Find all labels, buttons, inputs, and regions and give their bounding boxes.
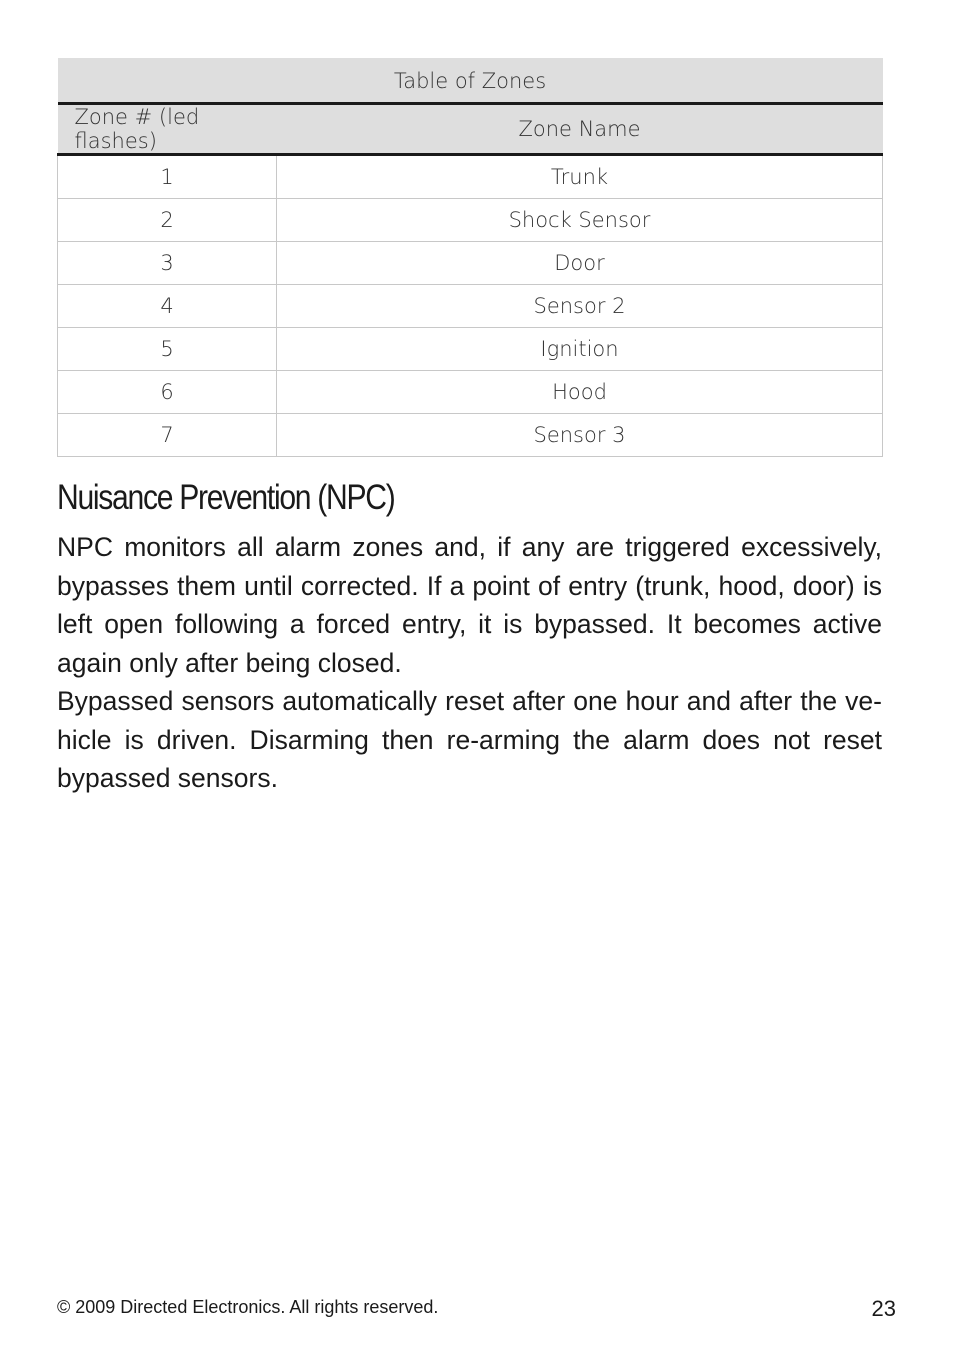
zone-name-cell: Door xyxy=(277,242,883,285)
footer-copyright: © 2009 Directed Electronics. All rights reserved. xyxy=(57,1297,439,1317)
table-row xyxy=(58,328,883,371)
column-header-zone-name: Zone Name xyxy=(277,104,883,155)
zone-number-cell: 6 xyxy=(58,371,277,414)
section-title: Nuisance Prevention (NPC) xyxy=(57,478,395,517)
table-caption: Table of Zones xyxy=(58,58,883,104)
table-row xyxy=(58,199,883,242)
zone-number-cell: 5 xyxy=(58,328,277,371)
table-row xyxy=(58,242,883,285)
zone-number-cell: 7 xyxy=(58,414,277,457)
zone-number-cell: 2 xyxy=(58,199,277,242)
table-row xyxy=(58,285,883,328)
page-number: 23 xyxy=(871,1296,896,1321)
zone-name-cell: Trunk xyxy=(277,155,883,199)
zone-name-cell: Shock Sensor xyxy=(277,199,883,242)
zone-number-cell: 3 xyxy=(58,242,277,285)
zone-name-cell: Sensor 2 xyxy=(277,285,883,328)
zones-table xyxy=(57,58,883,457)
zone-name-cell: Ignition xyxy=(277,328,883,371)
table-row xyxy=(58,414,883,457)
zone-name-cell: Sensor 3 xyxy=(277,414,883,457)
body-paragraph-1: NPC monitors all alarm zones and, if any are triggered excessively, bypasses them until corrected. If a point of entry (trunk, hood, door) is left open following a forced entry, it is bypassed. It becomes active again only after being closed. xyxy=(57,532,882,678)
zone-number-cell: 1 xyxy=(58,155,277,199)
table-row xyxy=(58,155,883,199)
zone-name-cell: Hood xyxy=(277,371,883,414)
table-row xyxy=(58,371,883,414)
body-paragraph-2: Bypassed sensors automatically reset after one hour and after the vehicle is driven. Disarming then re-arming the alarm does not reset bypassed sensors. xyxy=(57,686,882,793)
column-header-zone-number: Zone # (led flashes) xyxy=(58,104,277,155)
zone-number-cell: 4 xyxy=(58,285,277,328)
